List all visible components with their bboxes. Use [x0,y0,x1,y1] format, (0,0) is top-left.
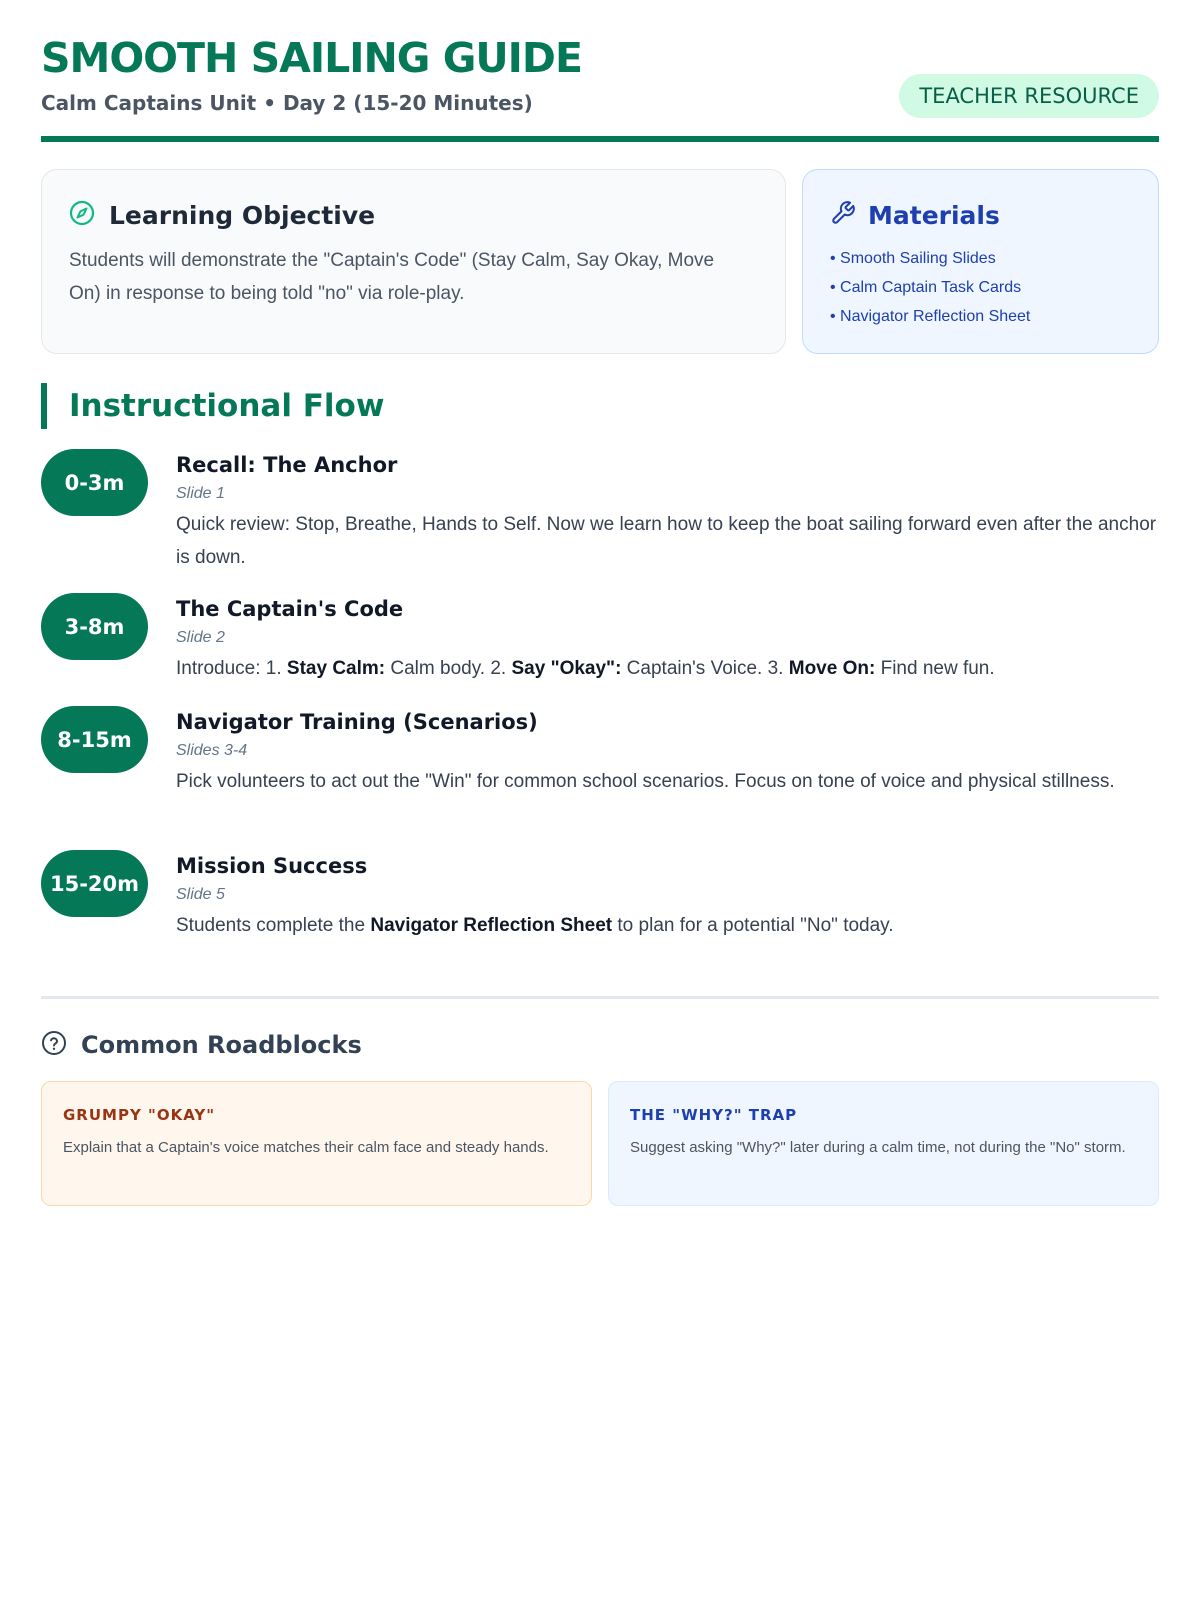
step-title: Navigator Training (Scenarios) [176,710,538,734]
emphasis-text: Say "Okay": [511,658,622,679]
step-body [176,706,1159,798]
roadblock-card-grumpy-okay [41,1081,592,1206]
learning-objective-header [69,198,758,232]
emphasis-text: Navigator Reflection Sheet [370,915,613,936]
step-slide-ref: Slide 1 [176,485,225,502]
step-title: Recall: The Anchor [176,453,398,477]
learning-objective-text: Students will demonstrate the "Captain's Code" (Stay Calm, Say Okay, Move On) in response to being told "no" via role-play. [69,250,715,304]
materials-list [830,244,1131,331]
step-description: Introduce: 1. Stay Calm: Calm body. 2. Say "Okay": Captain's Voice. 3. Move On: Find new fun. [176,658,995,679]
step-description: Quick review: Stop, Breathe, Hands to Self. Now we learn how to keep the boat sailing forward even after the anchor is down. [176,514,1157,568]
compass-icon [69,200,95,231]
roadblock-card-why-trap [608,1081,1159,1206]
section-divider [41,996,1159,999]
wrench-icon [830,200,856,231]
step-body [176,850,1159,942]
step-time-pill: 3-8m [41,593,148,660]
learning-objective-title: Learning Objective [109,200,376,230]
emphasis-text: Move On: [788,658,876,679]
materials-card [802,169,1159,354]
roadblock-text: Explain that a Captain's voice matches their calm face and steady hands. [63,1139,549,1156]
step-description: Pick volunteers to act out the "Win" for common school scenarios. Focus on tone of voice and physical stillness. [176,771,1115,792]
step-body [176,593,1159,685]
instructional-flow-heading [41,383,385,429]
step-time-pill: 0-3m [41,449,148,516]
header [41,0,1159,142]
roadblock-heading: GRUMPY "OKAY" [63,1106,216,1124]
learning-objective-card [41,169,786,354]
materials-title: Materials [868,200,1000,230]
teacher-resource-badge: TEACHER RESOURCE [899,74,1159,118]
step-slide-ref: Slide 5 [176,886,225,903]
materials-item: • Navigator Reflection Sheet [830,308,1031,325]
step-body [176,449,1159,574]
step-time-pill: 15-20m [41,850,148,917]
emphasis-text: Stay Calm: [286,658,386,679]
step-time-pill: 8-15m [41,706,148,773]
materials-header [830,198,1131,232]
step-description: Students complete the Navigator Reflection Sheet to plan for a potential "No" today. [176,915,894,936]
roadblocks-heading [41,1027,362,1063]
page-title: SMOOTH SAILING GUIDE [41,34,582,82]
materials-item: • Smooth Sailing Slides [830,250,996,267]
help-circle-icon [41,1030,67,1061]
roadblock-text: Suggest asking "Why?" later during a calm time, not during the "No" storm. [630,1139,1126,1156]
materials-item: • Calm Captain Task Cards [830,279,1022,296]
step-slide-ref: Slides 3-4 [176,742,248,759]
page-subtitle: Calm Captains Unit • Day 2 (15-20 Minutes) [41,91,533,115]
roadblock-heading: THE "WHY?" TRAP [630,1106,798,1124]
step-title: Mission Success [176,854,368,878]
roadblocks-title: Common Roadblocks [81,1031,362,1059]
overview-row [41,169,1159,354]
step-slide-ref: Slide 2 [176,629,225,646]
instructional-flow-title: Instructional Flow [69,388,385,424]
step-title: The Captain's Code [176,597,404,621]
